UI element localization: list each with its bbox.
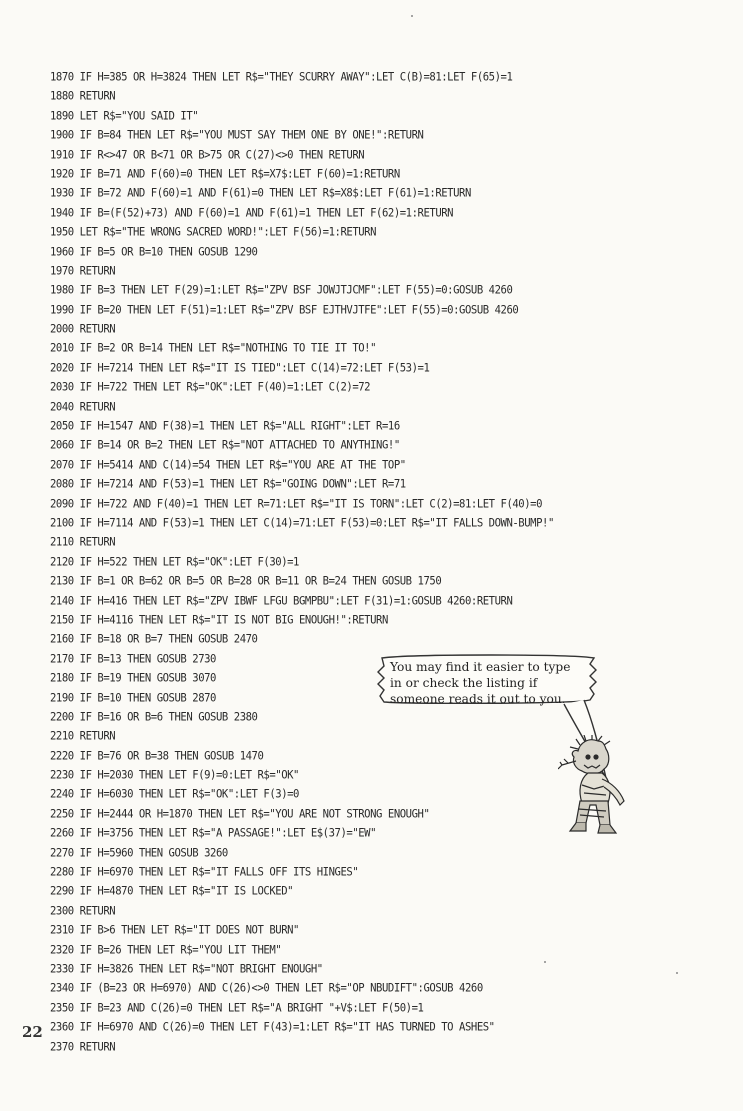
listing-line: 2140 IF H=416 THEN LET R$="ZPV IBWF LFGU BGMPBU":LET F(31)=1:GOSUB 4260:RETURN bbox=[50, 593, 513, 608]
listing-line: 2250 IF H=2444 OR H=1870 THEN LET R$="YOU ARE NOT STRONG ENOUGH" bbox=[50, 807, 430, 821]
listing-line: 2100 IF H=7114 AND F(53)=1 THEN LET C(14)=71:LET F(53)=0:LET R$="IT FALLS DOWN-BUMP!" bbox=[50, 516, 554, 530]
listing-line: 2280 IF H=6970 THEN LET R$="IT FALLS OFF ITS HINGES" bbox=[50, 865, 359, 879]
listing-line: 1930 IF B=72 AND F(60)=1 AND F(61)=0 THEN LET R$=X8$:LET F(61)=1:RETURN bbox=[50, 186, 471, 200]
listing-line: 2370 RETURN bbox=[50, 1039, 116, 1054]
listing-line: 2070 IF H=5414 AND C(14)=54 THEN LET R$="YOU ARE AT THE TOP" bbox=[50, 458, 406, 472]
listing-line: 2290 IF H=4870 THEN LET R$="IT IS LOCKED" bbox=[50, 884, 294, 899]
listing-line: 1900 IF B=84 THEN LET R$="YOU MUST SAY THEM ONE BY ONE!":RETURN bbox=[50, 128, 424, 142]
listing-line: 2130 IF B=1 OR B=62 OR B=5 OR B=28 OR B=11 OR B=24 THEN GOSUB 1750 bbox=[50, 574, 442, 588]
listing-line: 1970 RETURN bbox=[50, 264, 116, 278]
paper-speck bbox=[544, 961, 546, 963]
listing-line: 2310 IF B>6 THEN LET R$="IT DOES NOT BURN" bbox=[50, 923, 299, 937]
speech-bubble-text bbox=[390, 659, 590, 707]
goblin-illustration bbox=[558, 735, 638, 839]
listing-line: 2030 IF H=722 THEN LET R$="OK":LET F(40)=1:LET C(2)=72 bbox=[50, 380, 371, 394]
listing-line: 2160 IF B=18 OR B=7 THEN GOSUB 2470 bbox=[50, 632, 258, 646]
listing-line: 1950 LET R$="THE WRONG SACRED WORD!":LET F(56)=1:RETURN bbox=[50, 225, 377, 239]
listing-line: 2360 IF H=6970 AND C(26)=0 THEN LET F(43)=1:LET R$="IT HAS TURNED TO ASHES" bbox=[50, 1020, 495, 1034]
listing-line: 2270 IF H=5960 THEN GOSUB 3260 bbox=[50, 845, 228, 860]
program-listing bbox=[50, 68, 730, 1057]
listing-line: 2200 IF B=16 OR B=6 THEN GOSUB 2380 bbox=[50, 710, 258, 724]
listing-line: 1960 IF B=5 OR B=10 THEN GOSUB 1290 bbox=[50, 244, 258, 259]
listing-line: 2110 RETURN bbox=[50, 535, 116, 550]
listing-line: 1870 IF H=385 OR H=3824 THEN LET R$="THEY SCURRY AWAY":LET C(B)=81:LET F(65)=1 bbox=[50, 70, 513, 84]
listing-line: 2260 IF H=3756 THEN LET R$="A PASSAGE!":LET E$(37)="EW" bbox=[50, 826, 377, 840]
listing-line: 2120 IF H=522 THEN LET R$="OK":LET F(30)=1 bbox=[50, 554, 299, 569]
listing-line: 2090 IF H=722 AND F(40)=1 THEN LET R=71:LET R$="IT IS TORN":LET C(2)=81:LET F(40)=0 bbox=[50, 496, 543, 511]
listing-line: 1910 IF R<>47 OR B<71 OR B>75 OR C(27)<>0 THEN RETURN bbox=[50, 147, 365, 162]
listing-line: 2300 RETURN bbox=[50, 903, 116, 918]
page-number: 22 bbox=[22, 1023, 43, 1041]
paper-speck bbox=[411, 15, 413, 17]
listing-line: 2190 IF B=10 THEN GOSUB 2870 bbox=[50, 690, 216, 705]
listing-line: 2240 IF H=6030 THEN LET R$="OK":LET F(3)=0 bbox=[50, 787, 299, 802]
speech-line: someone reads it out to you. bbox=[390, 692, 566, 706]
listing-line: 1920 IF B=71 AND F(60)=0 THEN LET R$=X7$:LET F(60)=1:RETURN bbox=[50, 167, 400, 181]
listing-line: 2340 IF (B=23 OR H=6970) AND C(26)<>0 THEN LET R$="OP NBUDIFT":GOSUB 4260 bbox=[50, 981, 483, 995]
listing-line: 2080 IF H=7214 AND F(53)=1 THEN LET R$="GOING DOWN":LET R=71 bbox=[50, 477, 406, 491]
listing-line: 2330 IF H=3826 THEN LET R$="NOT BRIGHT ENOUGH" bbox=[50, 962, 323, 976]
listing-line: 1980 IF B=3 THEN LET F(29)=1:LET R$="ZPV BSF JOWJTJCMF":LET F(55)=0:GOSUB 4260 bbox=[50, 283, 513, 297]
listing-line: 1990 IF B=20 THEN LET F(51)=1:LET R$="ZPV BSF EJTHVJTFE":LET F(55)=0:GOSUB 4260 bbox=[50, 302, 519, 317]
listing-line: 2170 IF B=13 THEN GOSUB 2730 bbox=[50, 651, 216, 666]
listing-line: 2060 IF B=14 OR B=2 THEN LET R$="NOT ATTACHED TO ANYTHING!" bbox=[50, 438, 400, 453]
listing-line: 2020 IF H=7214 THEN LET R$="IT IS TIED":LET C(14)=72:LET F(53)=1 bbox=[50, 361, 430, 375]
listing-line: 2210 RETURN bbox=[50, 729, 116, 743]
paper-speck bbox=[676, 972, 678, 974]
listing-line: 2220 IF B=76 OR B=38 THEN GOSUB 1470 bbox=[50, 748, 264, 763]
listing-line: 1880 RETURN bbox=[50, 89, 116, 104]
listing-line: 2230 IF H=2030 THEN LET F(9)=0:LET R$="OK" bbox=[50, 768, 299, 782]
listing-line: 2320 IF B=26 THEN LET R$="YOU LIT THEM" bbox=[50, 942, 282, 957]
speech-line: You may find it easier to type bbox=[390, 660, 571, 674]
listing-line: 2050 IF H=1547 AND F(38)=1 THEN LET R$="ALL RIGHT":LET R=16 bbox=[50, 419, 400, 433]
listing-line: 2040 RETURN bbox=[50, 399, 116, 414]
listing-line: 1890 LET R$="YOU SAID IT" bbox=[50, 108, 199, 123]
listing-line: 2350 IF B=23 AND C(26)=0 THEN LET R$="A BRIGHT "+V$:LET F(50)=1 bbox=[50, 1000, 424, 1015]
speech-line: in or check the listing if bbox=[390, 676, 538, 690]
listing-line: 1940 IF B=(F(52)+73) AND F(60)=1 AND F(61)=1 THEN LET F(62)=1:RETURN bbox=[50, 205, 454, 220]
listing-line: 2000 RETURN bbox=[50, 322, 116, 336]
listing-line: 2010 IF B=2 OR B=14 THEN LET R$="NOTHING TO TIE IT TO!" bbox=[50, 341, 377, 356]
listing-line: 2180 IF B=19 THEN GOSUB 3070 bbox=[50, 671, 216, 685]
listing-line: 2150 IF H=4116 THEN LET R$="IT IS NOT BIG ENOUGH!":RETURN bbox=[50, 613, 388, 627]
